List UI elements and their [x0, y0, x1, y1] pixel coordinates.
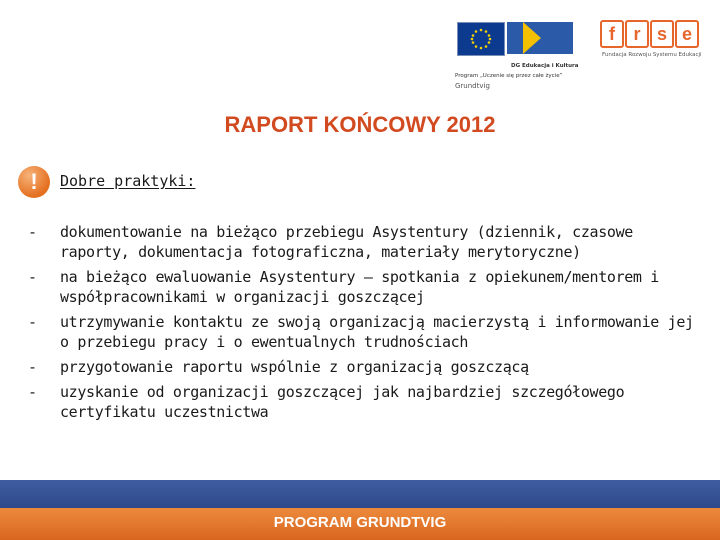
frse-logo [600, 20, 710, 64]
eu-flag-icon [457, 22, 505, 56]
page-title: RAPORT KOŃCOWY 2012 [224, 112, 496, 137]
frse-letter: f [600, 20, 624, 48]
frse-letter: e [675, 20, 699, 48]
eu-program-logo [455, 20, 580, 90]
frse-letter: s [650, 20, 674, 48]
list-item-text: przygotowanie raportu wspólnie z organizacją goszczącą [60, 358, 529, 376]
list-item [28, 312, 698, 352]
list-dash: - [28, 383, 37, 401]
practices-list [28, 222, 698, 427]
list-item-text: dokumentowanie na bieżąco przebiegu Asystentury (dziennik, czasowe raporty, dokumentacja fotograficzna, materiały merytoryczne) [60, 223, 633, 261]
list-item [28, 357, 698, 377]
section-heading: Dobre praktyki: [60, 172, 196, 190]
list-item [28, 222, 698, 262]
exclamation-icon: ! [18, 166, 50, 198]
list-item-text: na bieżąco ewaluowanie Asystentury – spotkania z opiekunem/mentorem i współpracownikami w organizacji goszczącej [60, 268, 659, 306]
list-item [28, 267, 698, 307]
list-dash: - [28, 223, 37, 241]
list-dash: - [28, 358, 37, 376]
list-item [28, 382, 698, 422]
eu-logo-line1: DG Edukacja i Kultura [511, 63, 579, 69]
footer-label: PROGRAM GRUNDTVIG [273, 514, 447, 531]
eu-logo-line2: Program „Uczenie się przez całe życie” [455, 73, 563, 79]
list-item-text: uzyskanie od organizacji goszczącej jak najbardziej szczegółowego certyfikatu uczestnictwa [60, 383, 625, 421]
list-item-text: utrzymywanie kontaktu ze swoją organizacją macierzystą i informowanie jej o przebiegu pracy i o ewentualnych trudnościach [60, 313, 694, 351]
footer-blue-band [0, 480, 720, 508]
list-dash: - [28, 268, 37, 286]
eu-logo-arrow [523, 22, 541, 54]
frse-subtitle: Fundacja Rozwoju Systemu Edukacji [602, 52, 702, 58]
list-dash: - [28, 313, 37, 331]
frse-letter: r [625, 20, 649, 48]
eu-logo-line3: Grundtvig [455, 82, 490, 90]
